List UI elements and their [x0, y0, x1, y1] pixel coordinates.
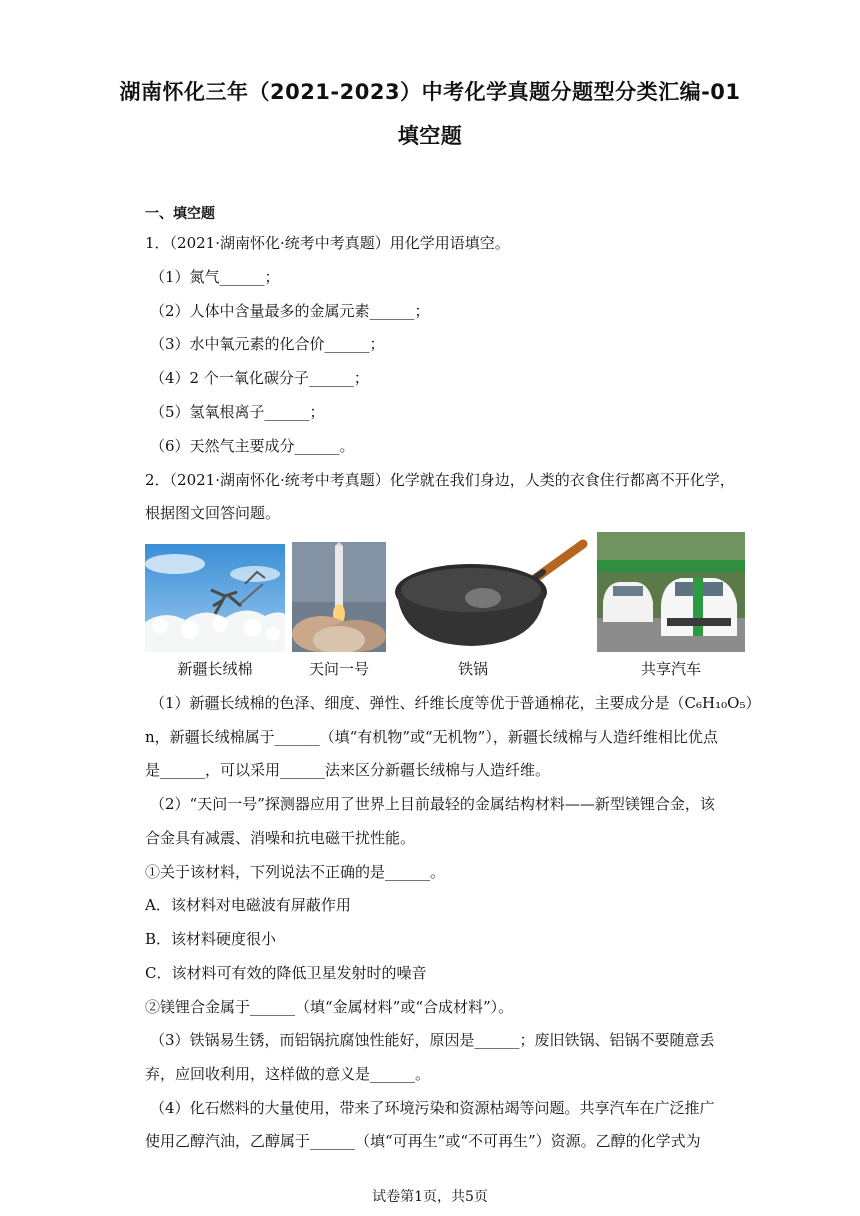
option-b: B．该材料硬度很小: [145, 930, 277, 948]
q2-part1-line2: n，新疆长绒棉属于______（填“有机物”或“无机物”），新疆长绒棉与人造纤维相比优点: [145, 728, 718, 746]
option-a: A．该材料对电磁波有屏蔽作用: [145, 896, 351, 914]
option-c: C．该材料可有效的降低卫星发射时的噪音: [145, 964, 427, 982]
q2-part2-line2: 合金具有减震、消噪和抗电磁干扰性能。: [145, 829, 416, 847]
q2-part1-line3: 是______，可以采用______法来区分新疆长绒棉与人造纤维。: [145, 761, 551, 779]
q2-part2-subq1: ①关于该材料，下列说法不正确的是______。: [145, 863, 446, 881]
wok-image: [393, 532, 593, 652]
q2-part3-line2: 弃，应回收利用，这样做的意义是______。: [145, 1065, 431, 1083]
q2-part4-line2: 使用乙醇汽油，乙醇属于______（填“可再生”或“不可再生”）资源。乙醇的化学式为: [145, 1132, 701, 1150]
q2-stem-line2: 根据图文回答问题。: [145, 504, 281, 522]
q2-part1-line1: （1）新疆长绒棉的色泽、细度、弹性、纤维长度等优于普通棉花，主要成分是（C₆H₁₀O₅）: [150, 694, 761, 712]
page-footer: 试卷第1页，共5页: [372, 1189, 488, 1205]
page-title: 湖南怀化三年（2021-2023）中考化学真题分题型分类汇编-01: [119, 80, 741, 104]
q2-part3-line1: （3）铁锅易生锈，而铝锅抗腐蚀性能好，原因是______；废旧铁锅、铝锅不要随意丢: [150, 1031, 715, 1049]
q1-item-3: （3）水中氧元素的化合价______；: [150, 335, 385, 353]
q2-part2-subq2: ②镁锂合金属于______（填“金属材料”或“合成材料”）。: [145, 998, 514, 1016]
q1-item-1: （1）氮气______；: [150, 268, 280, 286]
section-heading: 一、填空题: [145, 206, 215, 222]
caption-wok: 铁锅: [457, 660, 488, 678]
q1-item-6: （6）天然气主要成分______。: [150, 437, 355, 455]
q2-stem-line1: 2．（2021·湖南怀化·统考中考真题）化学就在我们身边，人类的衣食住行都离不开化学，: [145, 471, 735, 489]
q1-stem: 1．（2021·湖南怀化·统考中考真题）用化学用语填空。: [145, 234, 510, 252]
q2-part2-line1: （2）“天问一号”探测器应用了世界上目前最轻的金属结构材料——新型镁锂合金，该: [150, 795, 715, 813]
caption-car: 共享汽车: [640, 660, 701, 678]
q2-part4-line1: （4）化石燃料的大量使用，带来了环境污染和资源枯竭等问题。共享汽车在广泛推广: [150, 1099, 715, 1117]
caption-cotton: 新疆长绒棉: [177, 660, 253, 678]
caption-tianwen: 天问一号: [308, 660, 369, 678]
q1-item-2: （2）人体中含量最多的金属元素______；: [150, 302, 430, 320]
q1-item-5: （5）氢氧根离子______；: [150, 403, 325, 421]
shared-car-image: [597, 532, 745, 652]
q1-item-4: （4）2 个一氧化碳分子______；: [150, 369, 369, 387]
rocket-image: [292, 542, 386, 652]
figure-row: [145, 532, 745, 682]
cotton-image: [145, 544, 285, 652]
page-subtitle: 填空题: [397, 124, 463, 148]
